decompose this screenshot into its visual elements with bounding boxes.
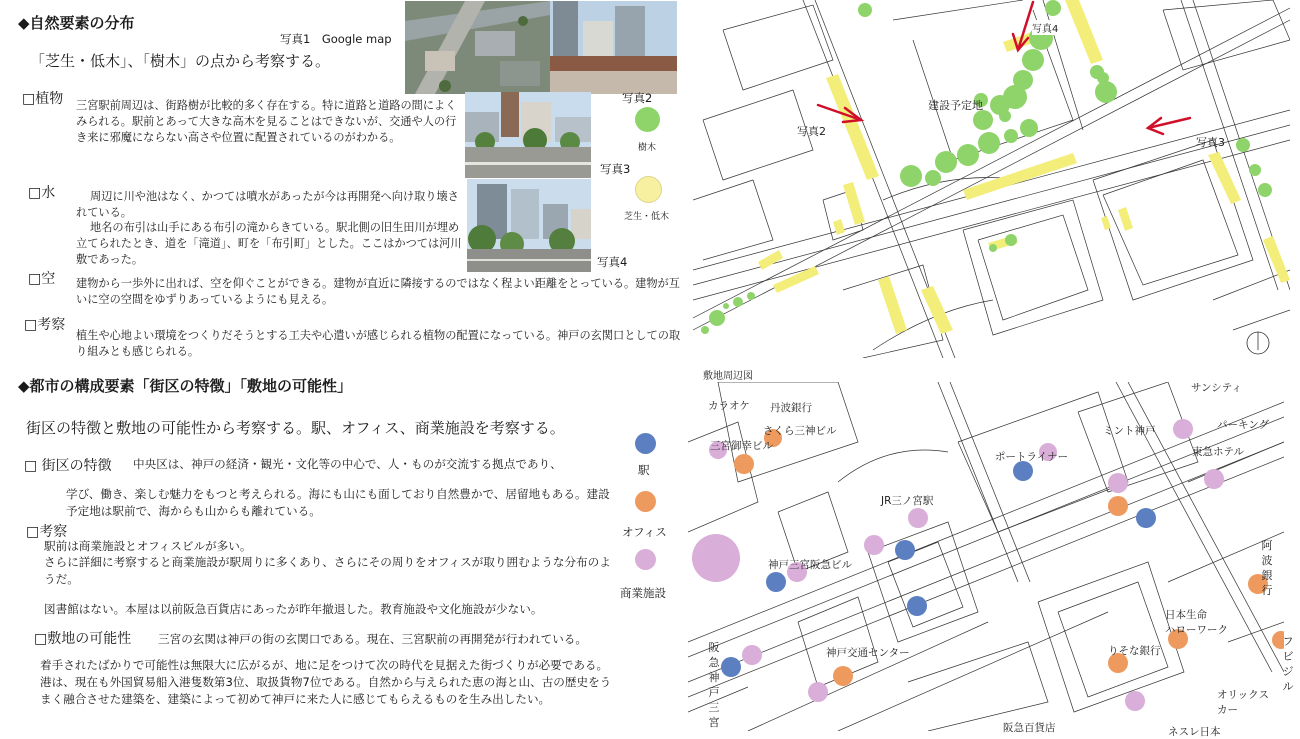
photo4-caption: 写真4	[597, 255, 628, 269]
sky-text: 建物から一歩外に出れば、空を仰ぐことができる。建物が直近に隣接するのではなく程よい距離をとっている。建物が互いに空の空間をゆずりあっているようにも見える。	[76, 277, 680, 306]
grass-legend-label: 芝生・低木	[624, 212, 670, 222]
label-suncity: サンシティ	[1191, 382, 1242, 394]
water-text2: 地名の布引は山手にある布引の滝からきている。駅北側の旧生田川が埋め立てられたとき、道を「滝道」、町を「布引町」とした。ここはかつては河川敷であった。	[76, 221, 462, 266]
sky-heading: □空	[28, 271, 56, 287]
label-parking: パーキング	[1217, 419, 1270, 431]
label-cutoff: ネスレ日本	[1168, 726, 1221, 738]
photo2-image	[465, 92, 591, 178]
label-hellowork: ハローワーク	[1165, 624, 1228, 636]
vegetation-map	[693, 0, 1290, 358]
label-resona: りそな銀行	[1108, 645, 1161, 657]
label-sannomiya-goko: 三宮御幸ビル	[710, 440, 773, 452]
label-fbldg: フビジル	[1282, 635, 1294, 693]
vegetation-map-svg	[693, 0, 1290, 358]
label-awa: 阿波銀行	[1261, 539, 1273, 597]
block-text1: 中央区は、神戸の経済・観光・文化等の中心で、人・ものが交流する拠点であり、	[133, 457, 562, 471]
tree-legend-label: 樹木	[638, 143, 657, 153]
label-hankyu-station: 阪急神戸三宮	[708, 641, 720, 729]
label-orix: オリックス	[1217, 689, 1269, 701]
label-jr: JR三ノ宮駅	[881, 495, 934, 507]
site-text2: 着手されたばかりで可能性は無限大に広がるが、地に足をつけて次の時代を見据えた街づくりが必要である。港は、現在も外国貿易船入港隻数第3位、取扱貨物7位である。自然から与えられた恵の海と山、古の歴史をうまく融合させた建築を、建築によって初めて神戸に来た人に感じてもらえるものを生み出したい。	[40, 658, 612, 706]
label-portliner: ポートライナー	[995, 451, 1069, 463]
section2-title: ◆都市の構成要素「街区の特徴」「敷地の可能性」	[18, 377, 353, 395]
label-hankyu-dept: 阪急百貨店	[1003, 722, 1056, 734]
note1-text: 植生や心地よい環境をつくりだそうとする工夫や心遣いが感じられる植物の配置になっている。神戸の玄関口としての取り組みとも感じられる。	[76, 329, 681, 358]
label-kotsu: 神戸交通センター	[826, 647, 910, 659]
plants-text: 三宮駅前周辺は、街路樹が比較的多く存在する。特に道路と道路の間によくみられる。駅前とあって大きな高木を見ることはできないが、交通や人の行き来に邪魔にならない高さや位置に配置されているのがわかる。	[76, 99, 457, 144]
note2-text1: 駅前は商業施設とオフィスビルが多い。	[44, 539, 252, 553]
plants-heading: □植物	[22, 91, 64, 107]
tree-legend-dot	[635, 107, 660, 132]
facility-map-title: 敷地周辺図	[703, 371, 753, 382]
label-hankyu-bldg: 神戸三宮阪急ビル	[768, 559, 852, 571]
map-photo4-label: 写真4	[1032, 20, 1058, 35]
label-mint: ミント神戸	[1103, 425, 1156, 437]
label-car: カー	[1217, 704, 1238, 716]
label-sakura: さくら三神ビル	[763, 425, 837, 437]
photo1-image	[405, 1, 677, 94]
office-legend-dot	[635, 491, 656, 512]
label-tamba: 丹波銀行	[770, 402, 812, 414]
site-heading: □敷地の可能性	[34, 631, 132, 647]
photo2-caption: 写真2	[622, 91, 653, 105]
note1-heading: □考察	[24, 317, 66, 333]
station-legend-dot	[635, 433, 656, 454]
grass-legend-dot	[635, 176, 662, 203]
block-text2: 学び、働き、楽しむ魅力をもつと考えられる。海にも山にも面しており自然豊かで、居留地もある。建設予定地は駅前で、海からも山からも離れている。	[66, 487, 610, 518]
photo1-caption: 写真1 Google map	[280, 32, 392, 46]
site-label: 建設予定地	[928, 99, 983, 112]
station-legend-label: 駅	[638, 463, 650, 477]
section1-lead: 「芝生・低木」、「樹木」の点から考察する。	[30, 52, 331, 70]
label-nissay: 日本生命	[1165, 609, 1207, 621]
label-hotel: 東急ホテル	[1192, 446, 1244, 458]
office-legend-label: オフィス	[622, 525, 667, 539]
photo3-image	[467, 179, 591, 272]
commercial-legend-dot	[635, 549, 656, 570]
note2-text2: さらに詳細に考察すると商業施設が駅周りに多くあり、さらにその周りをオフィスが取り囲むような分布のようだ。	[44, 555, 611, 586]
water-heading: □水	[28, 185, 56, 201]
note2-text3: 図書館はない。本屋は以前阪急百貨店にあったが昨年撤退した。教育施設や文化施設が少ない。	[44, 602, 543, 616]
water-text1: 周辺に川や池はなく、かつては噴水があったが今は再開発へ向け取り壊されている。	[76, 190, 459, 219]
map-photo3-label: 写真3	[1196, 136, 1225, 149]
section2-lead: 街区の特徴と敷地の可能性から考察する。駅、オフィス、商業施設を考察する。	[26, 419, 565, 437]
map-photo2-label: 写真2	[797, 125, 826, 138]
commercial-legend-label: 商業施設	[620, 586, 666, 600]
note2-heading: □考察	[26, 524, 68, 540]
block-heading: □ 街区の特徴	[24, 458, 112, 474]
site-text1: 三宮の玄関は神戸の街の玄関口である。現在、三宮駅前の再開発が行われている。	[158, 632, 587, 646]
label-karaoke: カラオケ	[708, 400, 750, 412]
photo3-caption: 写真3	[600, 162, 631, 176]
section1-title: ◆自然要素の分布	[18, 14, 135, 32]
